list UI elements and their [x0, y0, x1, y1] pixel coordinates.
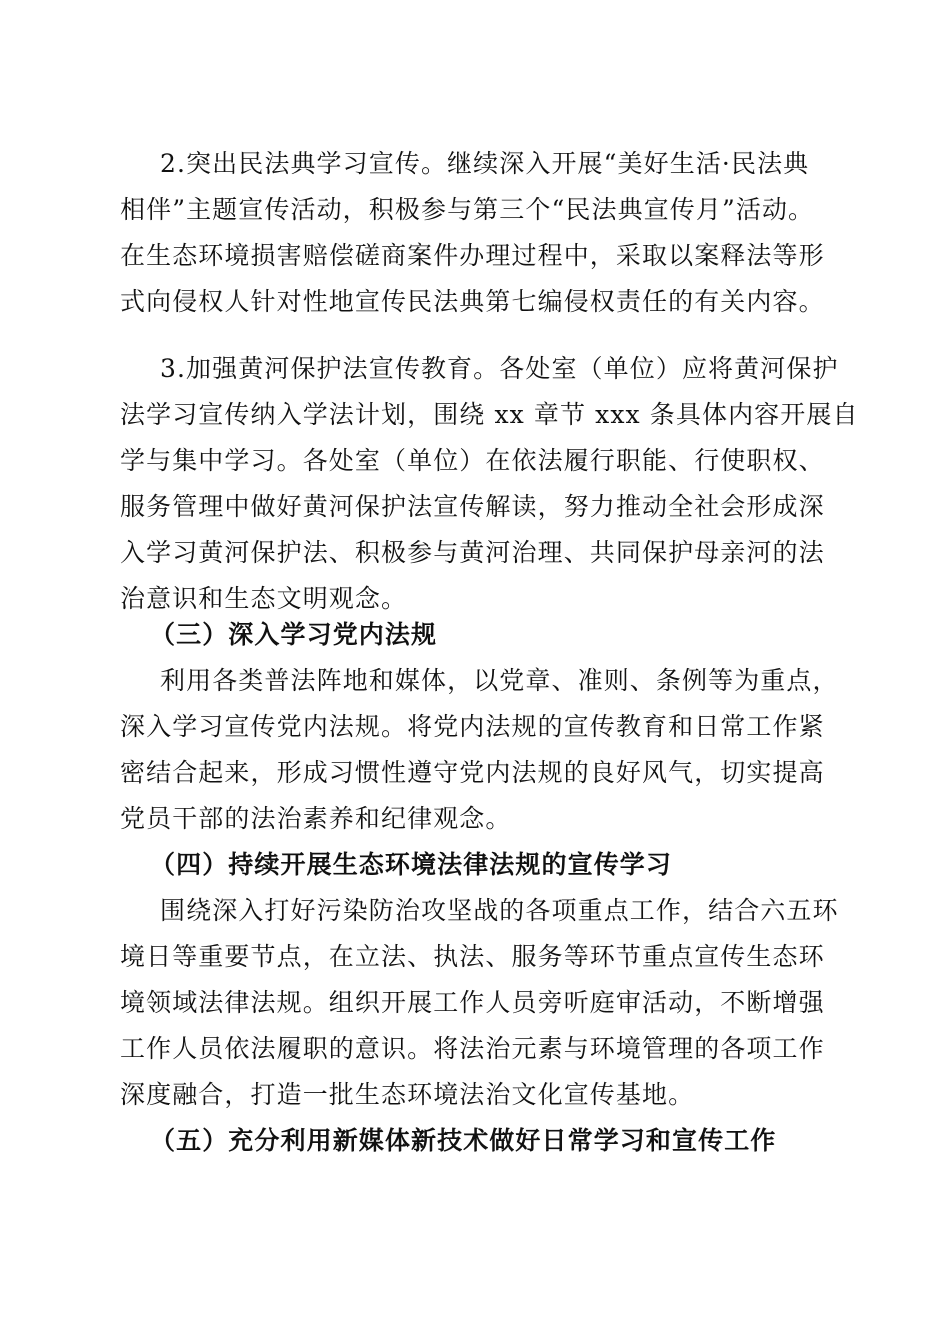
paragraph-line: 深入学习宣传党内法规。将党内法规的宣传教育和日常工作紧: [120, 712, 825, 741]
paragraph-line: 学与集中学习。各处室（单位）在依法履行职能、行使职权、: [120, 446, 825, 475]
paragraph-line: 入学习黄河保护法、积极参与黄河治理、共同保护母亲河的法: [120, 538, 825, 567]
paragraph-line: 3.加强黄河保护法宣传教育。各处室（单位）应将黄河保护: [160, 354, 839, 383]
paragraph-line: 式向侵权人针对性地宣传民法典第七编侵权责任的有关内容。: [120, 287, 825, 316]
paragraph-line: 利用各类普法阵地和媒体，以党章、准则、条例等为重点，: [160, 666, 839, 695]
paragraph-line: 2.突出民法典学习宣传。继续深入开展“美好生活·民法典: [160, 149, 810, 178]
section-heading: （四）持续开展生态环境法律法规的宣传学习: [150, 850, 673, 879]
section-heading: （三）深入学习党内法规: [150, 620, 438, 649]
paragraph-line: 境日等重要节点，在立法、执法、服务等环节重点宣传生态环: [120, 942, 825, 971]
paragraph-line: 围绕深入打好污染防治攻坚战的各项重点工作，结合六五环: [160, 896, 839, 925]
paragraph-line: 党员干部的法治素养和纪律观念。: [120, 804, 512, 833]
paragraph-line: 治意识和生态文明观念。: [120, 584, 408, 613]
paragraph-line: 深度融合，打造一批生态环境法治文化宣传基地。: [120, 1080, 695, 1109]
paragraph-line: 密结合起来，形成习惯性遵守党内法规的良好风气，切实提高: [120, 758, 825, 787]
paragraph-line: 工作人员依法履职的意识。将法治元素与环境管理的各项工作: [120, 1034, 825, 1063]
paragraph-line: 相伴”主题宣传活动，积极参与第三个“民法典宣传月”活动。: [120, 195, 815, 224]
paragraph-line: 境领域法律法规。组织开展工作人员旁听庭审活动，不断增强: [120, 988, 825, 1017]
section-heading: （五）充分利用新媒体新技术做好日常学习和宣传工作: [150, 1126, 777, 1155]
paragraph-line: 服务管理中做好黄河保护法宣传解读，努力推动全社会形成深: [120, 492, 825, 521]
paragraph-line: 在生态环境损害赔偿磋商案件办理过程中，采取以案释法等形: [120, 241, 825, 270]
paragraph-line: 法学习宣传纳入学法计划，围绕 xx 章节 xxx 条具体内容开展自: [120, 400, 859, 429]
